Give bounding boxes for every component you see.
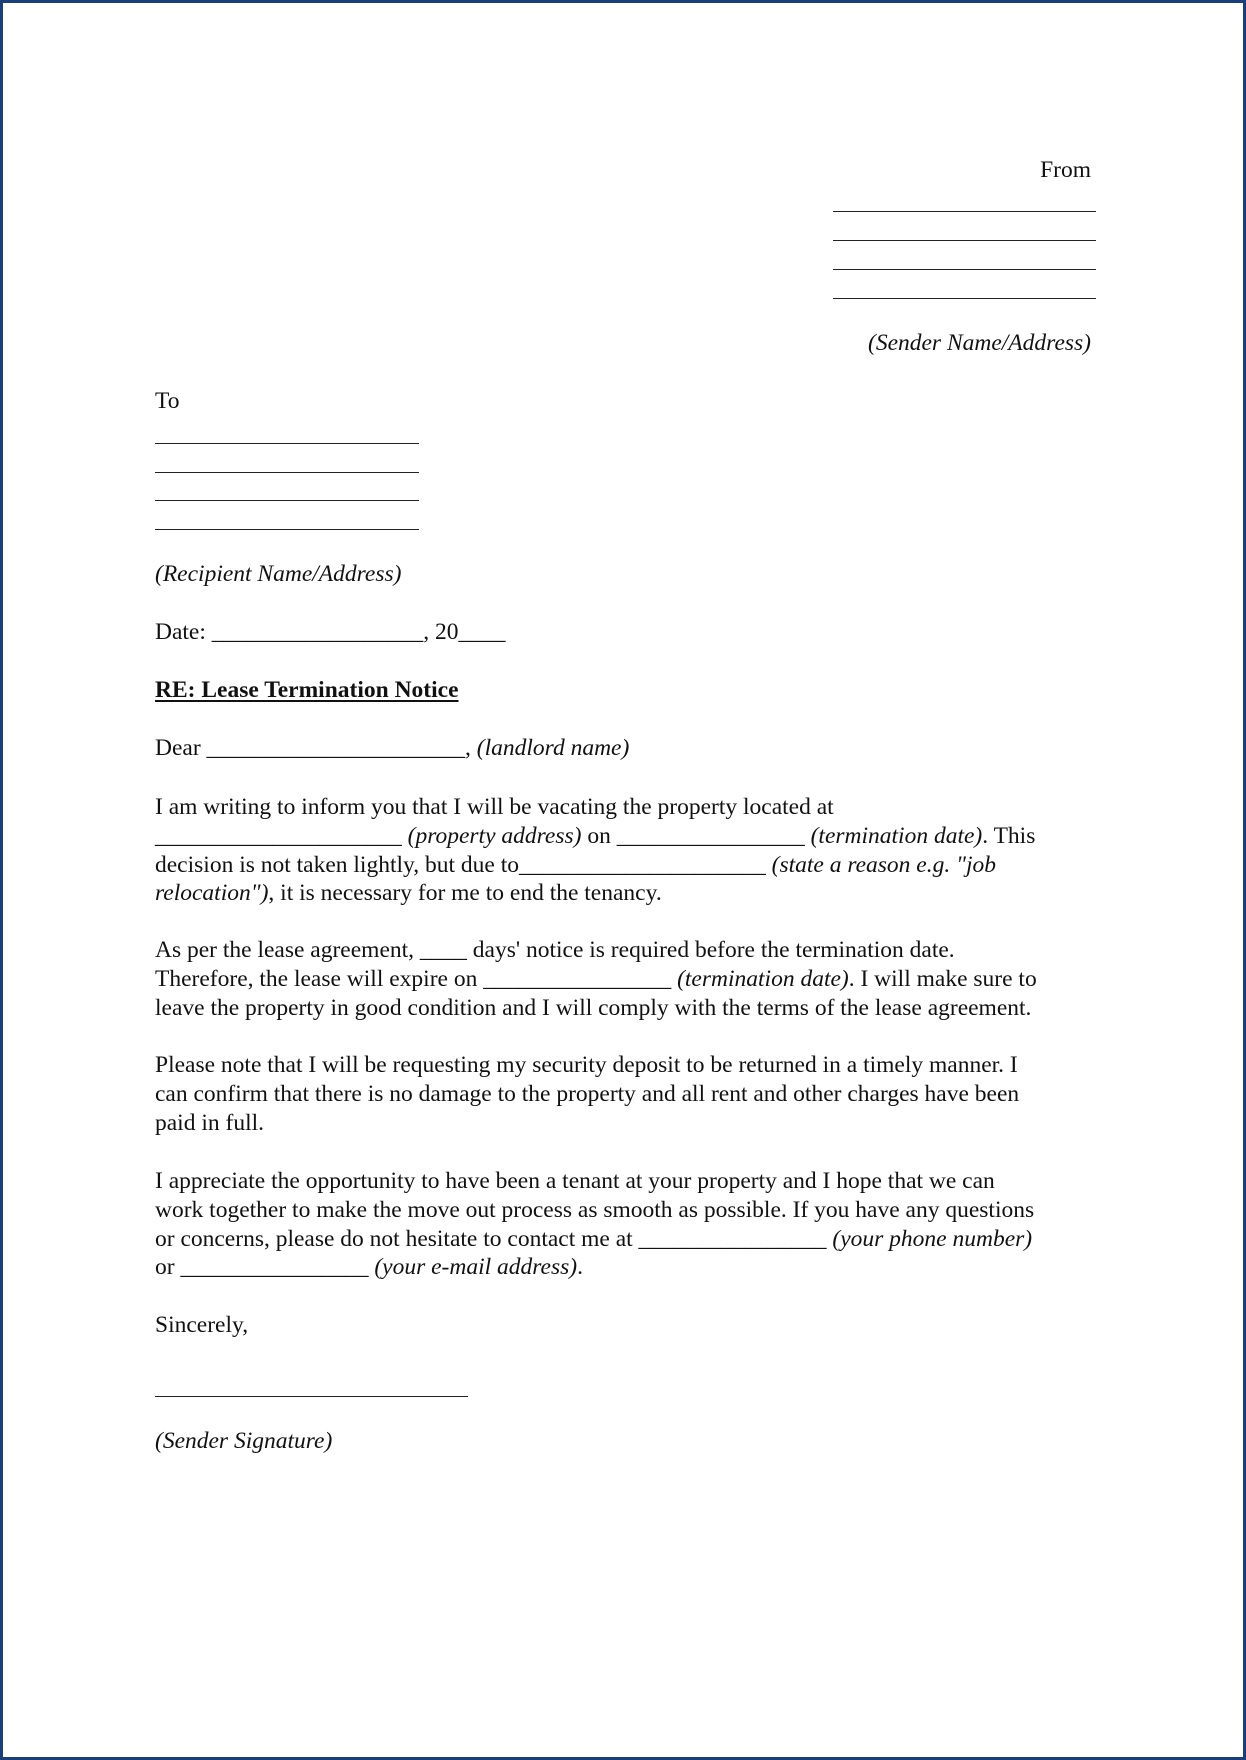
on-word: on (587, 822, 611, 849)
paragraph-contact (155, 1167, 1095, 1282)
paragraph-lease-expiry (155, 936, 1095, 1022)
sender-address-line-3[interactable] (833, 269, 1096, 270)
paragraph-1-line-3 (155, 851, 1095, 880)
reason-hint: (state a reason e.g. "job (771, 851, 997, 878)
recipient-address-line-1[interactable] (155, 443, 419, 444)
from-label: From (1040, 157, 1091, 183)
property-address-blank[interactable]: _____________________ (155, 822, 402, 849)
paragraph-4-line-4 (155, 1253, 1095, 1282)
subject-heading: RE: Lease Termination Notice (155, 677, 459, 703)
date-line (155, 618, 506, 647)
salutation-comma: , (465, 735, 471, 761)
date-year-blank[interactable]: ____ (458, 619, 506, 645)
lease-agreement-text: As per the lease agreement, (155, 937, 415, 963)
paragraph-security-deposit (155, 1051, 1095, 1137)
signature-line[interactable] (155, 1396, 468, 1397)
paragraph-3-line-2: can confirm that there is no damage to the property and all rent and other charges have been (155, 1080, 1020, 1107)
recipient-caption: (Recipient Name/Address) (155, 561, 402, 587)
tenancy-end-text: , it is necessary for me to end the tenancy. (268, 880, 662, 907)
contact-me-text: or concerns, please do not hesitate to contact me at (155, 1225, 633, 1252)
notice-required-text: days' notice is required before the termination date. (472, 937, 955, 963)
expire-on-text: Therefore, the lease will expire on (155, 965, 478, 992)
phone-number-hint: (your phone number) (832, 1225, 1033, 1252)
paragraph-2-line-1 (155, 936, 1095, 965)
recipient-address-line-2[interactable] (155, 472, 419, 473)
make-sure-text: . I will make sure to (848, 965, 1037, 992)
sender-caption: (Sender Name/Address) (868, 330, 1091, 356)
termination-date-hint-1: (termination date) (810, 822, 983, 849)
paragraph-3-line-1: Please note that I will be requesting my security deposit to be returned in a timely manner. I (155, 1052, 1018, 1078)
signature-caption: (Sender Signature) (155, 1428, 333, 1454)
dear-label: Dear (155, 735, 201, 761)
termination-date-hint-2: (termination date) (677, 965, 849, 992)
sender-address-line-4[interactable] (833, 298, 1096, 299)
landlord-name-blank[interactable]: ______________________ (206, 735, 466, 761)
or-word: or (155, 1254, 175, 1281)
closing-text: Sincerely, (155, 1312, 249, 1338)
this-word: . This (982, 822, 1036, 849)
sender-address-line-1[interactable] (833, 211, 1096, 212)
email-address-blank[interactable]: ________________ (180, 1254, 369, 1281)
termination-date-blank-1[interactable]: ________________ (616, 822, 805, 849)
paragraph-3-line-3: paid in full. (155, 1109, 264, 1136)
phone-number-blank[interactable]: ________________ (638, 1225, 827, 1252)
paragraph-1-line-2 (155, 822, 1095, 851)
email-address-hint: (your e-mail address) (374, 1254, 578, 1281)
recipient-address-line-4[interactable] (155, 529, 419, 530)
recipient-address-line-3[interactable] (155, 500, 419, 501)
reason-blank[interactable]: _____________________ (519, 851, 766, 878)
date-label: Date: (155, 619, 206, 645)
sender-address-line-2[interactable] (833, 240, 1096, 241)
paragraph-1-line-4 (155, 879, 1095, 908)
paragraph-4-line-3 (155, 1225, 1095, 1254)
notice-days-blank[interactable]: ____ (419, 937, 467, 963)
landlord-name-hint: (landlord name) (476, 735, 630, 761)
paragraph-1-line-1: I am writing to inform you that I will be vacating the property located at (155, 794, 834, 820)
termination-date-blank-2[interactable]: ________________ (483, 965, 672, 992)
reason-intro: decision is not taken lightly, but due to (155, 851, 519, 878)
paragraph-vacating (155, 793, 1095, 908)
property-address-hint: (property address) (407, 822, 582, 849)
paragraph-2-line-2 (155, 965, 1095, 994)
reason-hint-cont: relocation") (155, 880, 269, 907)
final-period: . (577, 1254, 583, 1281)
date-year-prefix: , 20 (423, 619, 459, 645)
date-blank[interactable]: __________________ (211, 619, 424, 645)
to-label: To (155, 388, 180, 414)
paragraph-4-line-1: I appreciate the opportunity to have been a tenant at your property and I hope that we can (155, 1168, 995, 1194)
salutation-line (155, 734, 629, 763)
paragraph-4-line-2: work together to make the move out process as smooth as possible. If you have any questions (155, 1196, 1035, 1223)
paragraph-2-line-3: leave the property in good condition and I will comply with the terms of the lease agreement. (155, 994, 1032, 1021)
